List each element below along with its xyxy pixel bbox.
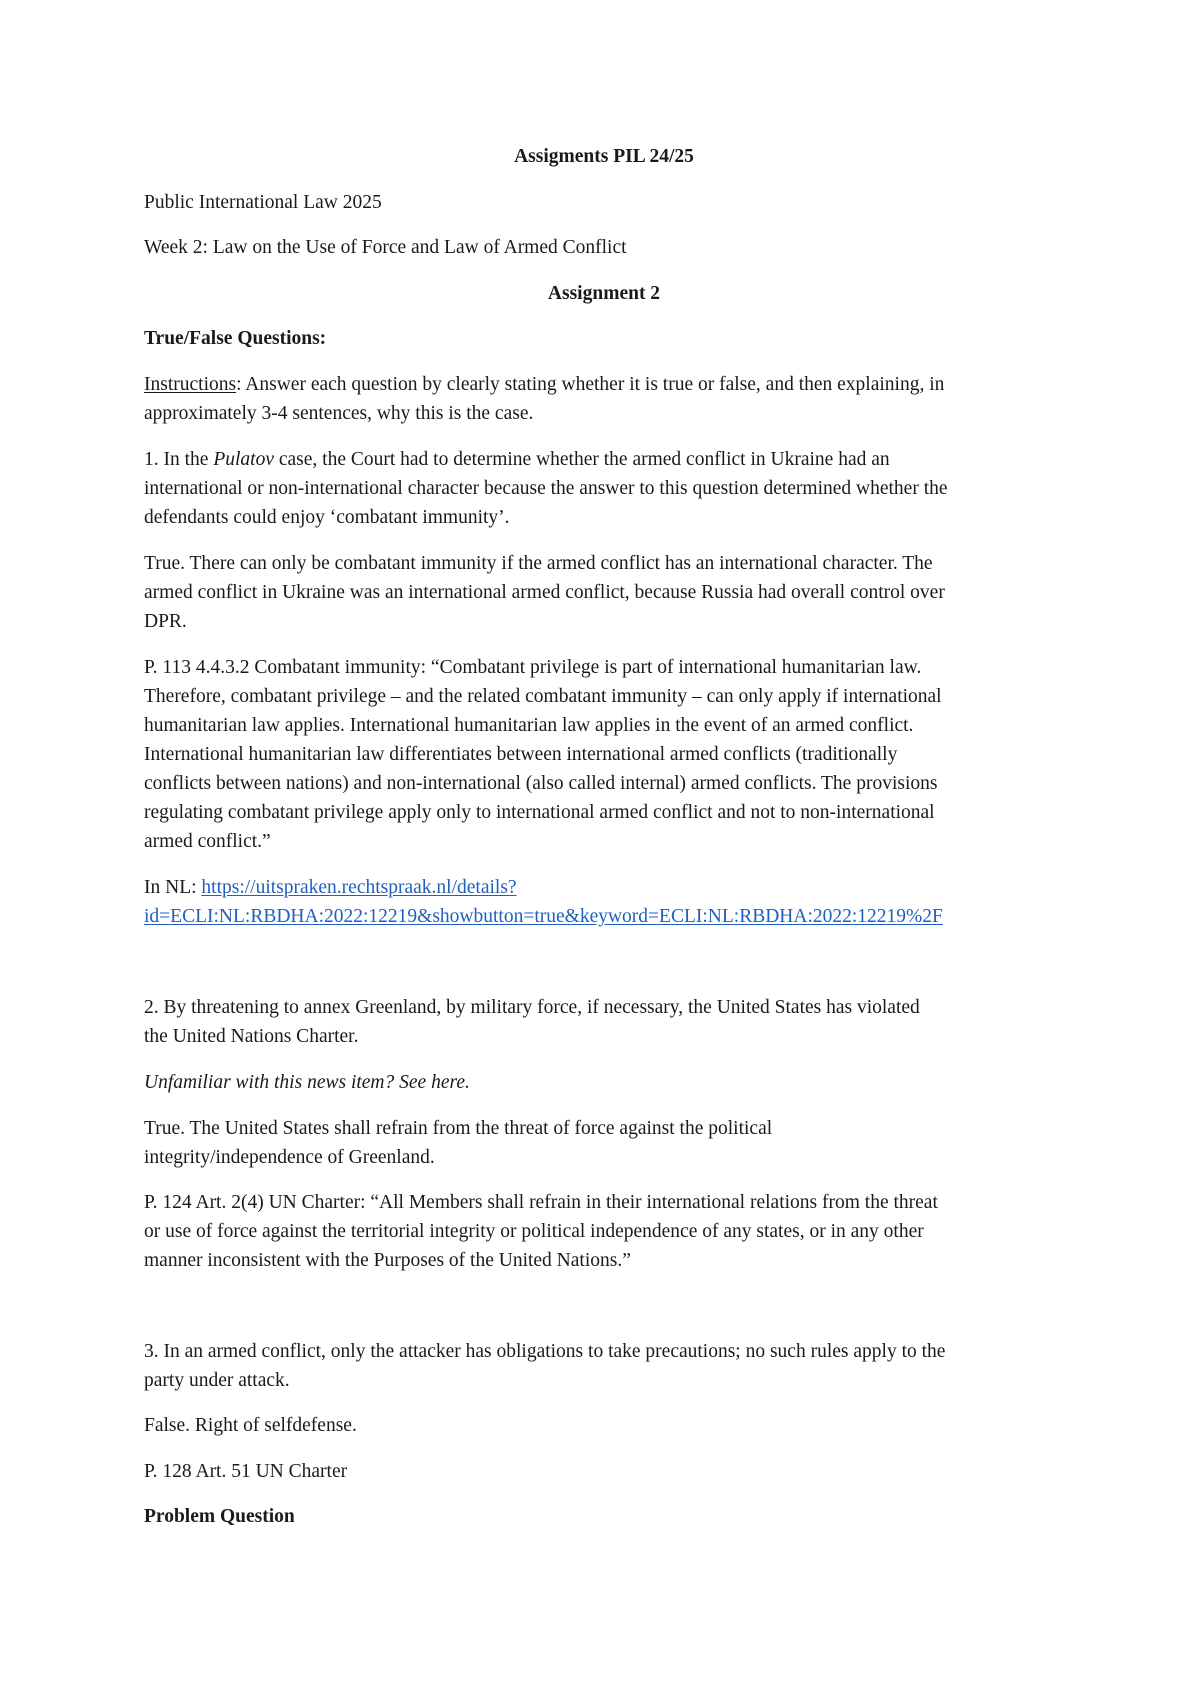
nl-label: In NL:	[144, 877, 202, 898]
reference-1-line-5: conflicts between nations) and non-international (also called internal) armed conflicts. The provisions	[144, 773, 938, 794]
reference-1-line-4: International humanitarian law differentiates between international armed conflicts (traditionally	[144, 744, 898, 765]
course-name: Public International Law 2025	[144, 192, 382, 213]
nl-link-line-1	[144, 873, 517, 902]
ruling-link-continued[interactable]: id=ECLI:NL:RBDHA:2022:12219&showbutton=true&keyword=ECLI:NL:RBDHA:2022:12219%2F	[144, 906, 943, 927]
ruling-link[interactable]: https://uitspraken.rechtspraak.nl/details?	[201, 877, 517, 898]
nl-link-line-2	[144, 902, 943, 931]
assignment-heading: Assignment 2	[547, 283, 661, 304]
question-3-line-1: 3. In an armed conflict, only the attacker has obligations to take precautions; no such rules apply to the	[144, 1341, 946, 1362]
reference-1-line-6: regulating combatant privilege apply only to international armed conflict and not to non-international	[144, 802, 935, 823]
reference-2-line-2: or use of force against the territorial integrity or political independence of any states, or in any other	[144, 1221, 924, 1242]
reference-1-line-2: Therefore, combatant privilege – and the related combatant immunity – can only apply if international	[144, 686, 942, 707]
question-2-line-1: 2. By threatening to annex Greenland, by military force, if necessary, the United States has violated	[144, 997, 920, 1018]
question-1-line-1: 1. In the Pulatov case, the Court had to determine whether the armed conflict in Ukraine had an	[144, 449, 890, 470]
reference-2-line-3: manner inconsistent with the Purposes of the United Nations.”	[144, 1250, 631, 1271]
instructions-line-2: approximately 3-4 sentences, why this is the case.	[144, 403, 534, 424]
news-item-note: Unfamiliar with this news item? See here.	[144, 1072, 470, 1093]
instructions-line-1: Instructions: Answer each question by clearly stating whether it is true or false, and then explaining, in	[144, 374, 945, 395]
reference-1-line-3: humanitarian law applies. International humanitarian law applies in the event of an armed conflict.	[144, 715, 914, 736]
question-1-line-2: international or non-international character because the answer to this question determined whether the	[144, 478, 948, 499]
true-false-heading: True/False Questions:	[144, 328, 327, 349]
reference-3-line-1: P. 128 Art. 51 UN Charter	[144, 1461, 348, 1482]
question-1-line-3: defendants could enjoy ‘combatant immunity’.	[144, 507, 510, 528]
answer-3-line-1: False. Right of selfdefense.	[144, 1415, 357, 1436]
problem-question-heading: Problem Question	[144, 1506, 295, 1527]
document-title: Assigments PIL 24/25	[514, 146, 694, 167]
reference-1-line-1: P. 113 4.4.3.2 Combatant immunity: “Combatant privilege is part of international humanitarian law.	[144, 657, 922, 678]
reference-2-line-1: P. 124 Art. 2(4) UN Charter: “All Members shall refrain in their international relations from the threat	[144, 1192, 938, 1213]
question-3-line-2: party under attack.	[144, 1370, 290, 1391]
reference-1-line-7: armed conflict.”	[144, 831, 271, 852]
answer-1-line-2: armed conflict in Ukraine was an international armed conflict, because Russia had overall control over	[144, 582, 945, 603]
week-title: Week 2: Law on the Use of Force and Law of Armed Conflict	[144, 237, 627, 258]
answer-1-line-1: True. There can only be combatant immunity if the armed conflict has an international character. The	[144, 553, 933, 574]
answer-2-line-1: True. The United States shall refrain from the threat of force against the political	[144, 1118, 773, 1139]
answer-2-line-2: integrity/independence of Greenland.	[144, 1147, 435, 1168]
answer-1-line-3: DPR.	[144, 611, 187, 632]
instructions-label: Instructions	[144, 374, 237, 395]
question-2-line-2: the United Nations Charter.	[144, 1026, 359, 1047]
case-name: Pulatov	[213, 449, 274, 470]
